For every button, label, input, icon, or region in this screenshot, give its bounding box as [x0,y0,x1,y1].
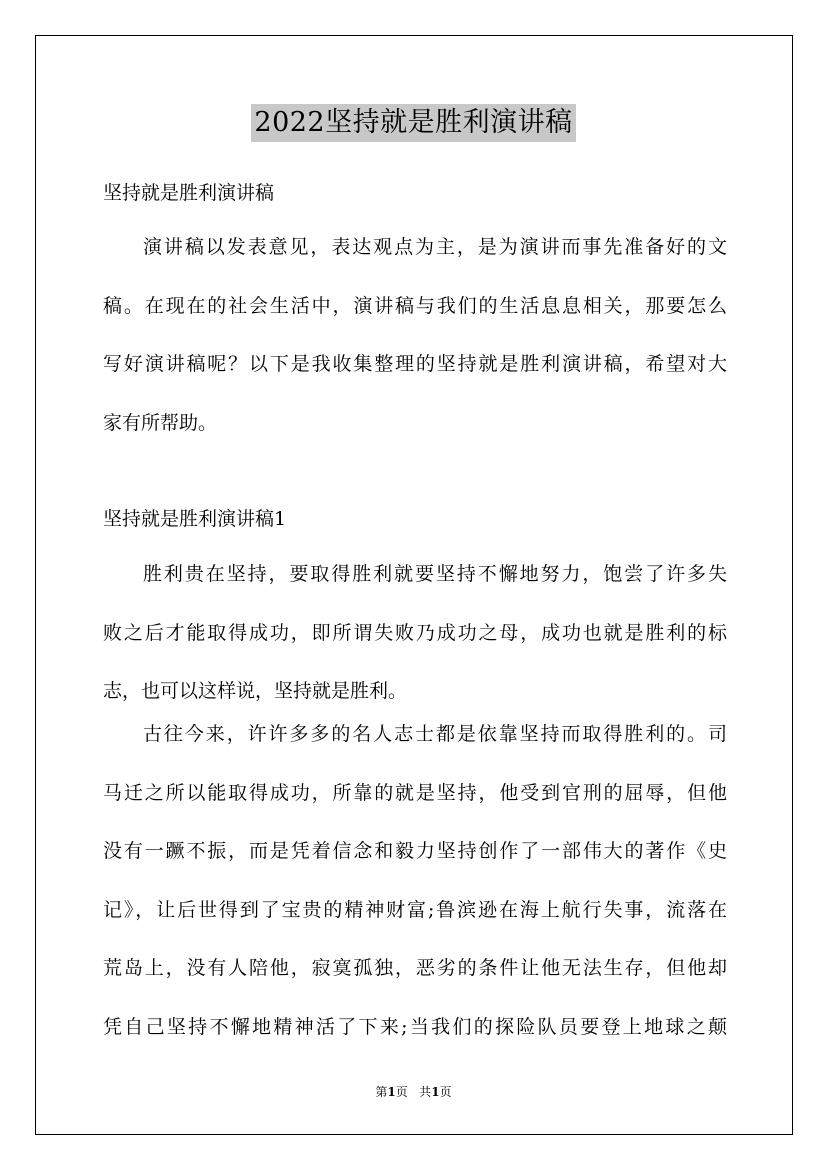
paragraph-2 [103,705,727,1056]
intro-paragraph [103,218,727,452]
paragraph-line: 没有一蹶不振，而是凭着信念和毅力坚持创作了一部伟大的著作《史 [103,840,727,862]
total-suffix: 页 [439,1085,452,1099]
paragraph-line: 家有所帮助。 [103,411,218,434]
total-pages: 1 [431,1085,440,1099]
paragraph-line: 古往今来，许许多多的名人志士都是依靠坚持而取得胜利的。司 [143,723,727,745]
paragraph-line: 败之后才能取得成功，即所谓失败乃成功之母，成功也就是胜利的标 [103,621,727,644]
total-label: 共 [419,1085,432,1099]
page-label: 第 [375,1085,388,1099]
document-subtitle: 坚持就是胜利演讲稿 [103,182,275,204]
paragraph-line: 稿。在现在的社会生活中，演讲稿与我们的生活息息相关，那要怎么 [103,294,727,317]
paragraph-line: 演讲稿以发表意见，表达观点为主，是为演讲而事先准备好的文 [143,236,727,258]
paragraph-line: 记》，让后世得到了宝贵的精神财富;鲁滨逊在海上航行失事，流落在 [103,898,727,921]
paragraph-line: 凭自己坚持不懈地精神活了下来;当我们的探险队员要登上地球之颠 [103,1015,727,1038]
paragraph-line: 荒岛上，没有人陪他，寂寞孤独，恶劣的条件让他无法生存，但他却 [103,957,727,979]
section-heading: 坚持就是胜利演讲稿1 [103,508,287,530]
title-container [0,104,827,142]
paragraph-line: 胜利贵在坚持，要取得胜利就要坚持不懈地努力，饱尝了许多失 [143,563,727,585]
paragraph-1 [103,545,727,721]
paragraph-line: 马迁之所以能取得成功，所靠的就是坚持，他受到官刑的屈辱，但他 [103,781,727,804]
document-title: 2022坚持就是胜利演讲稿 [251,104,575,142]
page-number: 1 [387,1085,396,1099]
page-suffix: 页 [395,1085,408,1099]
paragraph-line: 写好演讲稿呢？以下是我收集整理的坚持就是胜利演讲稿，希望对大 [103,353,727,375]
page-footer [0,1084,827,1100]
paragraph-line: 志，也可以这样说，坚持就是胜利。 [103,680,408,702]
